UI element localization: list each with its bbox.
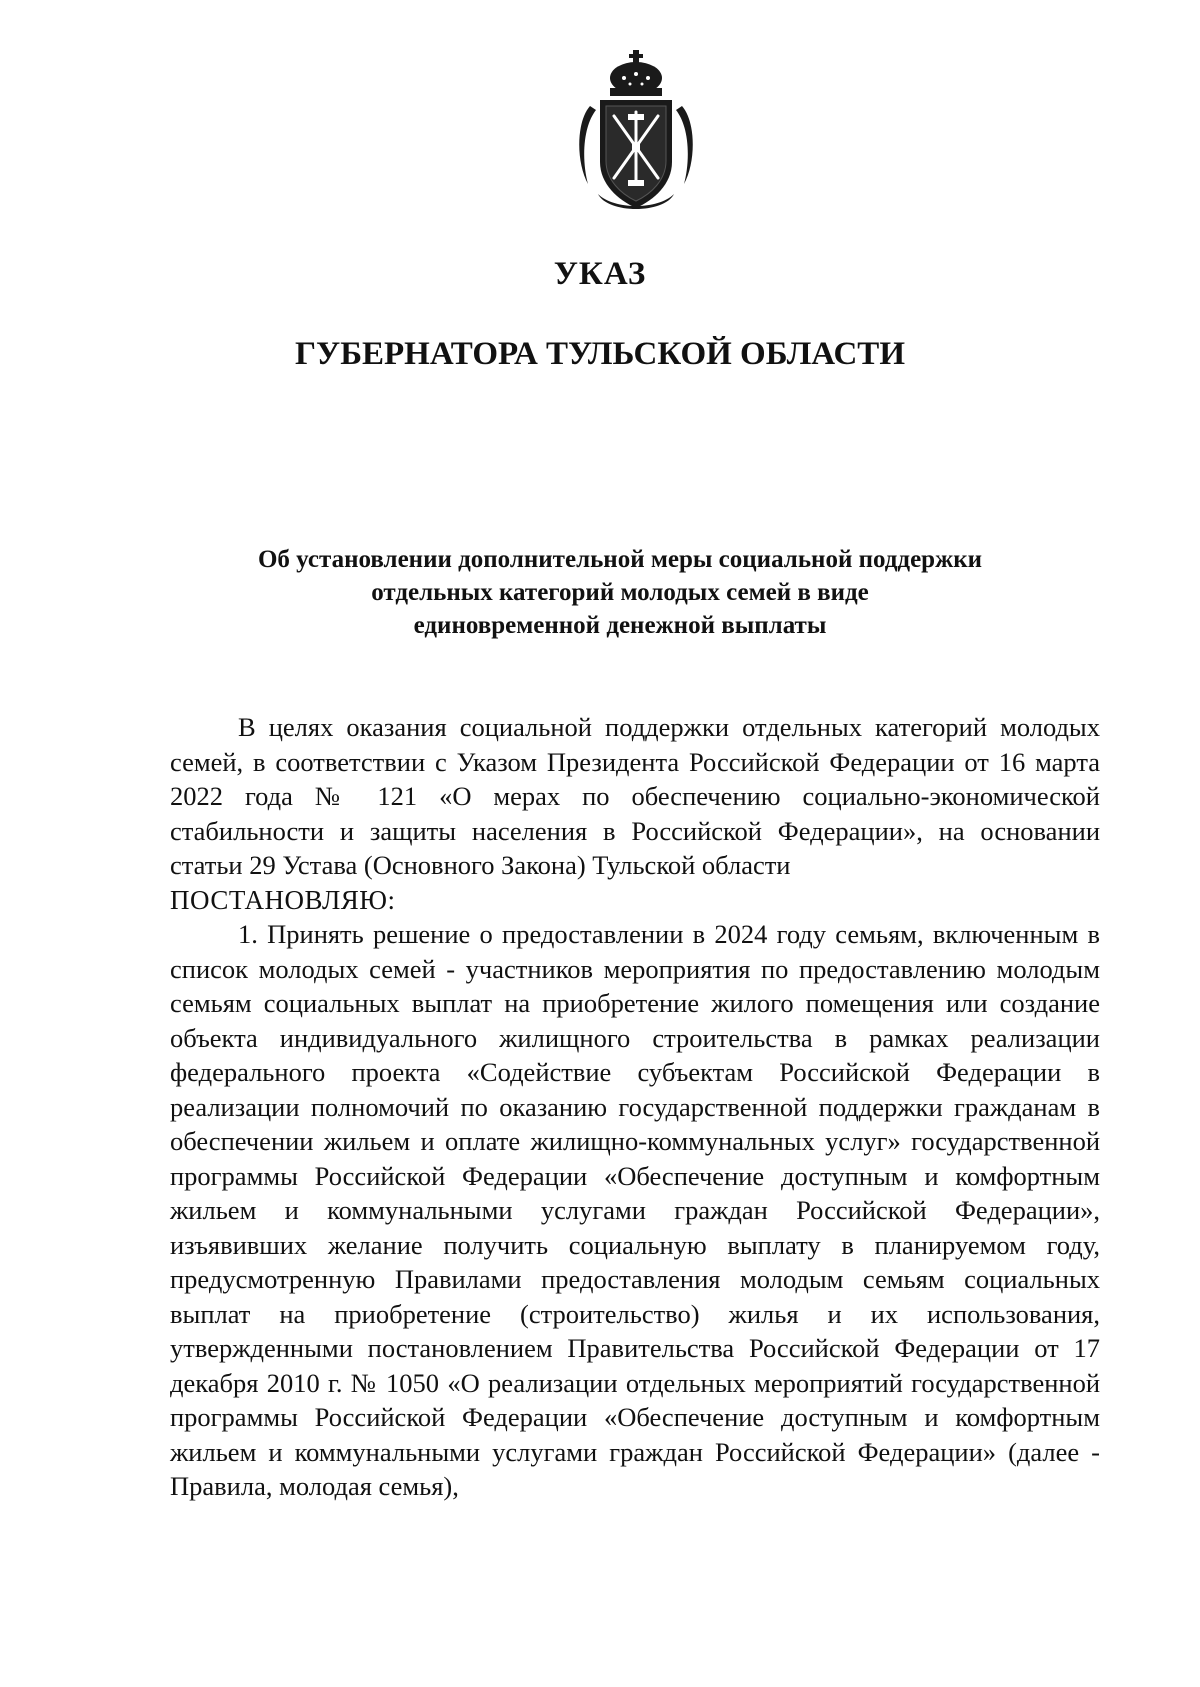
item-1-paragraph: 1. Принять решение о предоставлении в 2024 году семьям, включенным в список молодых семей - участников мероприятия по предоставлению молодым семьям социальных выплат на приобретение жилого помещения или создание объекта индивидуального жилищного строительства в рамках реализации федерального проекта «Содействие субъектам Российской Федерации в реализации полномочий по оказанию государственной поддержки гражданам в обеспечении жильем и оплате жилищно-коммунальных услуг» государственной программы Российской Федерации «Обеспечение доступным и комфортным жильем и коммунальными услугами граждан Российской Федерации», изъявивших желание получить социальную выплату в планируемом году, предусмотренную Правилами предоставления молодым семьям социальных выплат на приобретение (строительство) жилья и их использования, утвержденными постановлением Правительства Российской Федерации от 17 декабря 2010 г. № 1050 «О реализации отдельных мероприятий государственной программы Российской Федерации «Обеспечение доступным и комфортным жильем и коммунальными услугами граждан Российской Федерации» (далее - Правила, молодая семья),	[170, 919, 1100, 1501]
title-line: Об установлении дополнительной меры социальной поддержки	[257, 546, 983, 573]
document-title	[170, 543, 1070, 642]
issuing-authority: ГУБЕРНАТОРА ТУЛЬСКОЙ ОБЛАСТИ	[294, 336, 905, 372]
document-body	[170, 710, 1100, 1504]
preamble-paragraph	[170, 710, 1100, 917]
preamble-text: В целях оказания социальной поддержки отдельных категорий молодых семей, в соответствии с Указом Президента Российской Федерации от 16 марта 2022 года № 121 «О мерах по обеспечению социально-экономической стабильности и защиты населения в Российской Федерации», на основании статьи 29 Устава (Основного Закона) Тульской области	[170, 712, 1100, 880]
title-line: отдельных категорий молодых семей в виде	[371, 579, 869, 606]
document-type: УКАЗ	[553, 256, 647, 292]
title-line: единовременной денежной выплаты	[413, 612, 827, 639]
tula-coat-of-arms-icon	[568, 44, 704, 220]
decree-word: ПОСТАНОВЛЯЮ:	[170, 884, 396, 915]
